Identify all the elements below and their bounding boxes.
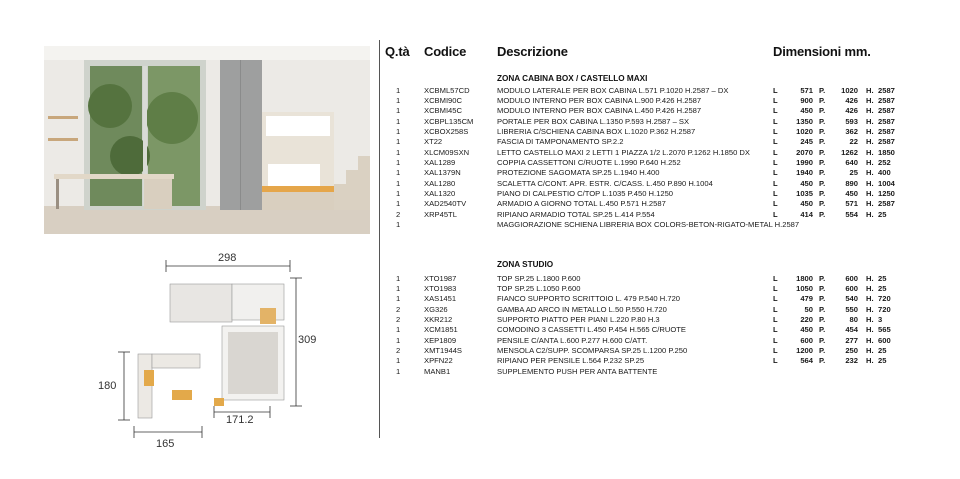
cell-l: L — [773, 189, 778, 198]
cell-qty: 1 — [396, 137, 401, 147]
cell-pv: 362 — [845, 126, 858, 136]
cell-p: P. — [819, 294, 826, 304]
cell-l: L — [773, 356, 778, 366]
cell-hv: 1250 — [878, 189, 895, 198]
cell-code: XAL1289 — [424, 157, 456, 167]
cell-qty: 1 — [396, 335, 401, 345]
cell-qty: 1 — [396, 178, 401, 188]
cell-lv: 1990 — [796, 157, 813, 167]
cell-code: MANB1 — [424, 366, 451, 376]
cell-code: XAL1379N — [424, 168, 461, 178]
cell-qty: 2 — [396, 209, 401, 219]
cell-hv: 2587 — [878, 85, 895, 95]
cell-desc: MODULO INTERNO PER BOX CABINA L.450 P.426 H.2587 — [497, 106, 702, 116]
cell-p: P. — [819, 189, 826, 198]
header-dims: Dimensioni mm. — [773, 44, 871, 59]
cell-qty: 1 — [396, 220, 401, 230]
cell-h: H. — [866, 106, 874, 116]
cell-code: XKR212 — [424, 314, 453, 324]
cell-lv: 571 — [800, 85, 813, 95]
cell-pv: 550 — [845, 304, 858, 314]
cell-code: XEP1809 — [424, 335, 457, 345]
cell-pv: 80 — [849, 314, 858, 324]
cell-l: L — [773, 283, 778, 293]
cell-desc: COMODINO 3 CASSETTI L.450 P.454 H.565 C/RUOTE — [497, 325, 686, 335]
cell-h: H. — [866, 157, 874, 167]
cell-hv: 2587 — [878, 106, 895, 116]
cell-code: XCBML57CD — [424, 85, 470, 95]
cell-p: P. — [819, 95, 826, 105]
cell-desc: FASCIA DI TAMPONAMENTO SP.2.2 — [497, 137, 624, 147]
cell-hv: 252 — [878, 157, 891, 167]
cell-qty: 1 — [396, 147, 401, 157]
cell-desc: COPPIA CASSETTONI C/RUOTE L.1990 P.640 H.252 — [497, 157, 681, 167]
cell-h: H. — [866, 116, 874, 126]
cell-desc: GAMBA AD ARCO IN METALLO L.50 P.550 H.720 — [497, 304, 667, 314]
dim-bottom-right-label: 171.2 — [226, 414, 254, 426]
cell-hv: 2587 — [878, 95, 895, 105]
cell-code: XCBMI45C — [424, 106, 462, 116]
cell-pv: 890 — [845, 178, 858, 188]
cell-p: P. — [819, 314, 826, 324]
cell-lv: 1035 — [796, 189, 813, 198]
cell-p: P. — [819, 116, 826, 126]
cell-l: L — [773, 168, 778, 178]
dim-bottom-left-label: 165 — [156, 438, 175, 450]
cell-desc: MENSOLA C2/SUPP. SCOMPARSA SP.25 L.1200 P.250 — [497, 345, 688, 355]
cell-hv: 25 — [878, 345, 887, 355]
cell-l: L — [773, 345, 778, 355]
cell-p: P. — [819, 325, 826, 335]
cell-qty: 1 — [396, 356, 401, 366]
cell-desc: LIBRERIA C/SCHIENA CABINA BOX L.1020 P.362 H.2587 — [497, 126, 696, 136]
cell-desc: TOP SP.25 L.1050 P.600 — [497, 283, 581, 293]
cell-h: H. — [866, 209, 874, 219]
cell-pv: 450 — [845, 189, 858, 198]
cell-lv: 245 — [800, 137, 813, 147]
cell-desc: PROTEZIONE SAGOMATA SP.25 L.1940 H.400 — [497, 168, 660, 178]
cell-h: H. — [866, 168, 874, 178]
header-qty: Q.tà — [385, 44, 410, 59]
cell-h: H. — [866, 126, 874, 136]
cell-h: H. — [866, 95, 874, 105]
cell-qty: 1 — [396, 106, 401, 116]
cell-h: H. — [866, 147, 874, 157]
header-desc: Descrizione — [497, 44, 568, 59]
cell-code: XMT1944S — [424, 345, 462, 355]
cell-l: L — [773, 209, 778, 219]
cell-qty: 1 — [396, 199, 401, 209]
cell-l: L — [773, 199, 778, 209]
cell-code: XT22 — [424, 137, 443, 147]
cell-h: H. — [866, 294, 874, 304]
cell-qty: 1 — [396, 116, 401, 126]
header-code: Codice — [424, 44, 467, 59]
cell-code: XPFN22 — [424, 356, 453, 366]
cell-qty: 1 — [396, 85, 401, 95]
cell-qty: 1 — [396, 157, 401, 167]
cell-h: H. — [866, 325, 874, 335]
cell-p: P. — [819, 304, 826, 314]
cell-qty: 1 — [396, 95, 401, 105]
cell-hv: 2587 — [878, 137, 895, 147]
cell-desc: SCALETTA C/CONT. APR. ESTR. C/CASS. L.450 P.890 H.1004 — [497, 178, 713, 188]
cell-hv: 720 — [878, 294, 891, 304]
cell-hv: 25 — [878, 356, 887, 366]
cell-hv: 25 — [878, 209, 887, 219]
cell-l: L — [773, 335, 778, 345]
cell-code: XTO1987 — [424, 273, 457, 283]
cell-h: H. — [866, 85, 874, 95]
cell-p: P. — [819, 106, 826, 116]
cell-qty: 1 — [396, 325, 401, 335]
cell-hv: 2587 — [878, 126, 895, 136]
cell-p: P. — [819, 147, 826, 157]
cell-lv: 900 — [800, 95, 813, 105]
dim-left-label: 180 — [98, 380, 117, 392]
cell-h: H. — [866, 314, 874, 324]
cell-lv: 1200 — [796, 345, 813, 355]
cell-code: XAL1280 — [424, 178, 456, 188]
cell-l: L — [773, 137, 778, 147]
cell-p: P. — [819, 273, 826, 283]
cell-l: L — [773, 294, 778, 304]
floor-plan — [98, 250, 330, 460]
cell-lv: 450 — [800, 106, 813, 116]
cell-hv: 2587 — [878, 116, 895, 126]
cell-hv: 1850 — [878, 147, 895, 157]
section-title-studio: ZONA STUDIO — [497, 260, 554, 269]
dim-top-label: 298 — [218, 252, 237, 264]
cell-pv: 426 — [845, 95, 858, 105]
cell-lv: 450 — [800, 178, 813, 188]
cell-lv: 450 — [800, 199, 813, 209]
cell-hv: 3 — [878, 314, 883, 324]
cell-lv: 220 — [800, 314, 813, 324]
cell-l: L — [773, 126, 778, 136]
cell-qty: 2 — [396, 345, 401, 355]
dim-right-label: 309 — [298, 334, 317, 346]
cell-desc: RIPIANO PER PENSILE L.564 P.232 SP.25 — [497, 356, 645, 366]
cell-code: XRP45TL — [424, 209, 457, 219]
cell-p: P. — [819, 168, 826, 178]
cell-p: P. — [819, 157, 826, 167]
cell-desc: ARMADIO A GIORNO TOTAL L.450 P.571 H.2587 — [497, 199, 666, 209]
cell-h: H. — [866, 178, 874, 188]
cell-lv: 1050 — [796, 283, 813, 293]
cell-lv: 2070 — [796, 147, 813, 157]
cell-pv: 540 — [845, 294, 858, 304]
cell-code: XAS1451 — [424, 294, 457, 304]
cell-p: P. — [819, 137, 826, 147]
cell-code: XAD2540TV — [424, 199, 467, 209]
cell-p: P. — [819, 283, 826, 293]
cell-p: P. — [819, 335, 826, 345]
cell-p: P. — [819, 199, 826, 209]
cell-qty: 1 — [396, 168, 401, 178]
cell-l: L — [773, 106, 778, 116]
cell-pv: 232 — [845, 356, 858, 366]
cell-h: H. — [866, 199, 874, 209]
cell-code: XCM1851 — [424, 325, 458, 335]
cell-code: XCBPL135CM — [424, 116, 474, 126]
cell-desc: PIANO DI CALPESTIO C/TOP L.1035 P.450 H.1250 — [497, 189, 674, 198]
cell-p: P. — [819, 178, 826, 188]
cell-p: P. — [819, 126, 826, 136]
cell-pv: 454 — [845, 325, 858, 335]
cell-lv: 600 — [800, 335, 813, 345]
cell-pv: 600 — [845, 273, 858, 283]
cell-h: H. — [866, 345, 874, 355]
cell-pv: 571 — [845, 199, 858, 209]
cell-code: XG326 — [424, 304, 448, 314]
cell-qty: 1 — [396, 126, 401, 136]
cell-h: H. — [866, 304, 874, 314]
cell-hv: 1004 — [878, 178, 895, 188]
cell-lv: 414 — [800, 209, 813, 219]
cell-pv: 1020 — [841, 85, 858, 95]
cell-h: H. — [866, 356, 874, 366]
cell-pv: 554 — [845, 209, 858, 219]
cell-pv: 277 — [845, 335, 858, 345]
cell-l: L — [773, 116, 778, 126]
cell-lv: 564 — [800, 356, 813, 366]
cell-l: L — [773, 157, 778, 167]
cell-qty: 1 — [396, 273, 401, 283]
cell-l: L — [773, 273, 778, 283]
cell-p: P. — [819, 345, 826, 355]
column-divider — [379, 40, 380, 438]
cell-p: P. — [819, 209, 826, 219]
cell-qty: 1 — [396, 283, 401, 293]
cell-code: XLCM09SXN — [424, 147, 470, 157]
cell-h: H. — [866, 283, 874, 293]
cell-l: L — [773, 304, 778, 314]
cell-code: XCBOX258S — [424, 126, 469, 136]
cell-lv: 1940 — [796, 168, 813, 178]
cell-desc: MODULO INTERNO PER BOX CABINA L.900 P.426 H.2587 — [497, 95, 702, 105]
cell-l: L — [773, 147, 778, 157]
cell-h: H. — [866, 335, 874, 345]
cell-pv: 600 — [845, 283, 858, 293]
cell-l: L — [773, 95, 778, 105]
cell-code: XTO1983 — [424, 283, 457, 293]
cell-lv: 479 — [800, 294, 813, 304]
cell-qty: 2 — [396, 314, 401, 324]
cell-pv: 1262 — [841, 147, 858, 157]
cell-qty: 1 — [396, 366, 401, 376]
cell-lv: 1800 — [796, 273, 813, 283]
cell-hv: 565 — [878, 325, 891, 335]
cell-pv: 250 — [845, 345, 858, 355]
cell-hv: 25 — [878, 283, 887, 293]
cell-l: L — [773, 85, 778, 95]
cell-qty: 2 — [396, 304, 401, 314]
cell-desc: LETTO CASTELLO MAXI 2 LETTI 1 PIAZZA 1/2 L.2070 P.1262 H.1850 DX — [497, 147, 750, 157]
section-title-cabina: ZONA CABINA BOX / CASTELLO MAXI — [497, 74, 648, 83]
cell-desc: RIPIANO ARMADIO TOTAL SP.25 L.414 P.554 — [497, 209, 655, 219]
cell-lv: 50 — [804, 304, 813, 314]
cell-code: XCBMI90C — [424, 95, 462, 105]
cell-l: L — [773, 325, 778, 335]
cell-hv: 400 — [878, 168, 891, 178]
room-photo — [44, 46, 370, 234]
cell-pv: 593 — [845, 116, 858, 126]
cell-pv: 22 — [849, 137, 858, 147]
cell-desc: TOP SP.25 L.1800 P.600 — [497, 273, 581, 283]
cell-desc: MODULO LATERALE PER BOX CABINA L.571 P.1020 H.2587 – DX — [497, 85, 729, 95]
cell-h: H. — [866, 189, 874, 198]
cell-code: XAL1320 — [424, 189, 456, 198]
cell-lv: 1350 — [796, 116, 813, 126]
cell-pv: 426 — [845, 106, 858, 116]
cell-p: P. — [819, 85, 826, 95]
cell-l: L — [773, 314, 778, 324]
cell-desc: FIANCO SUPPORTO SCRITTOIO L. 479 P.540 H.720 — [497, 294, 681, 304]
cell-hv: 600 — [878, 335, 891, 345]
cell-h: H. — [866, 137, 874, 147]
cell-hv: 25 — [878, 273, 887, 283]
cell-pv: 25 — [849, 168, 858, 178]
cell-p: P. — [819, 356, 826, 366]
cell-lv: 1020 — [796, 126, 813, 136]
cell-l: L — [773, 178, 778, 188]
cell-lv: 450 — [800, 325, 813, 335]
cell-desc: MAGGIORAZIONE SCHIENA LIBRERIA BOX COLORS-BETON-RIGATO-METAL H.2587 — [497, 220, 800, 230]
cell-desc: SUPPLEMENTO PUSH PER ANTA BATTENTE — [497, 366, 658, 376]
cell-pv: 640 — [845, 157, 858, 167]
cell-h: H. — [866, 273, 874, 283]
cell-hv: 720 — [878, 304, 891, 314]
cell-desc: PENSILE C/ANTA L.600 P.277 H.600 C/ATT. — [497, 335, 648, 345]
cell-qty: 1 — [396, 189, 401, 198]
cell-desc: SUPPORTO PIATTO PER PIANI L.220 P.80 H.3 — [497, 314, 660, 324]
cell-hv: 2587 — [878, 199, 895, 209]
cell-desc: PORTALE PER BOX CABINA L.1350 P.593 H.2587 – SX — [497, 116, 690, 126]
cell-qty: 1 — [396, 294, 401, 304]
